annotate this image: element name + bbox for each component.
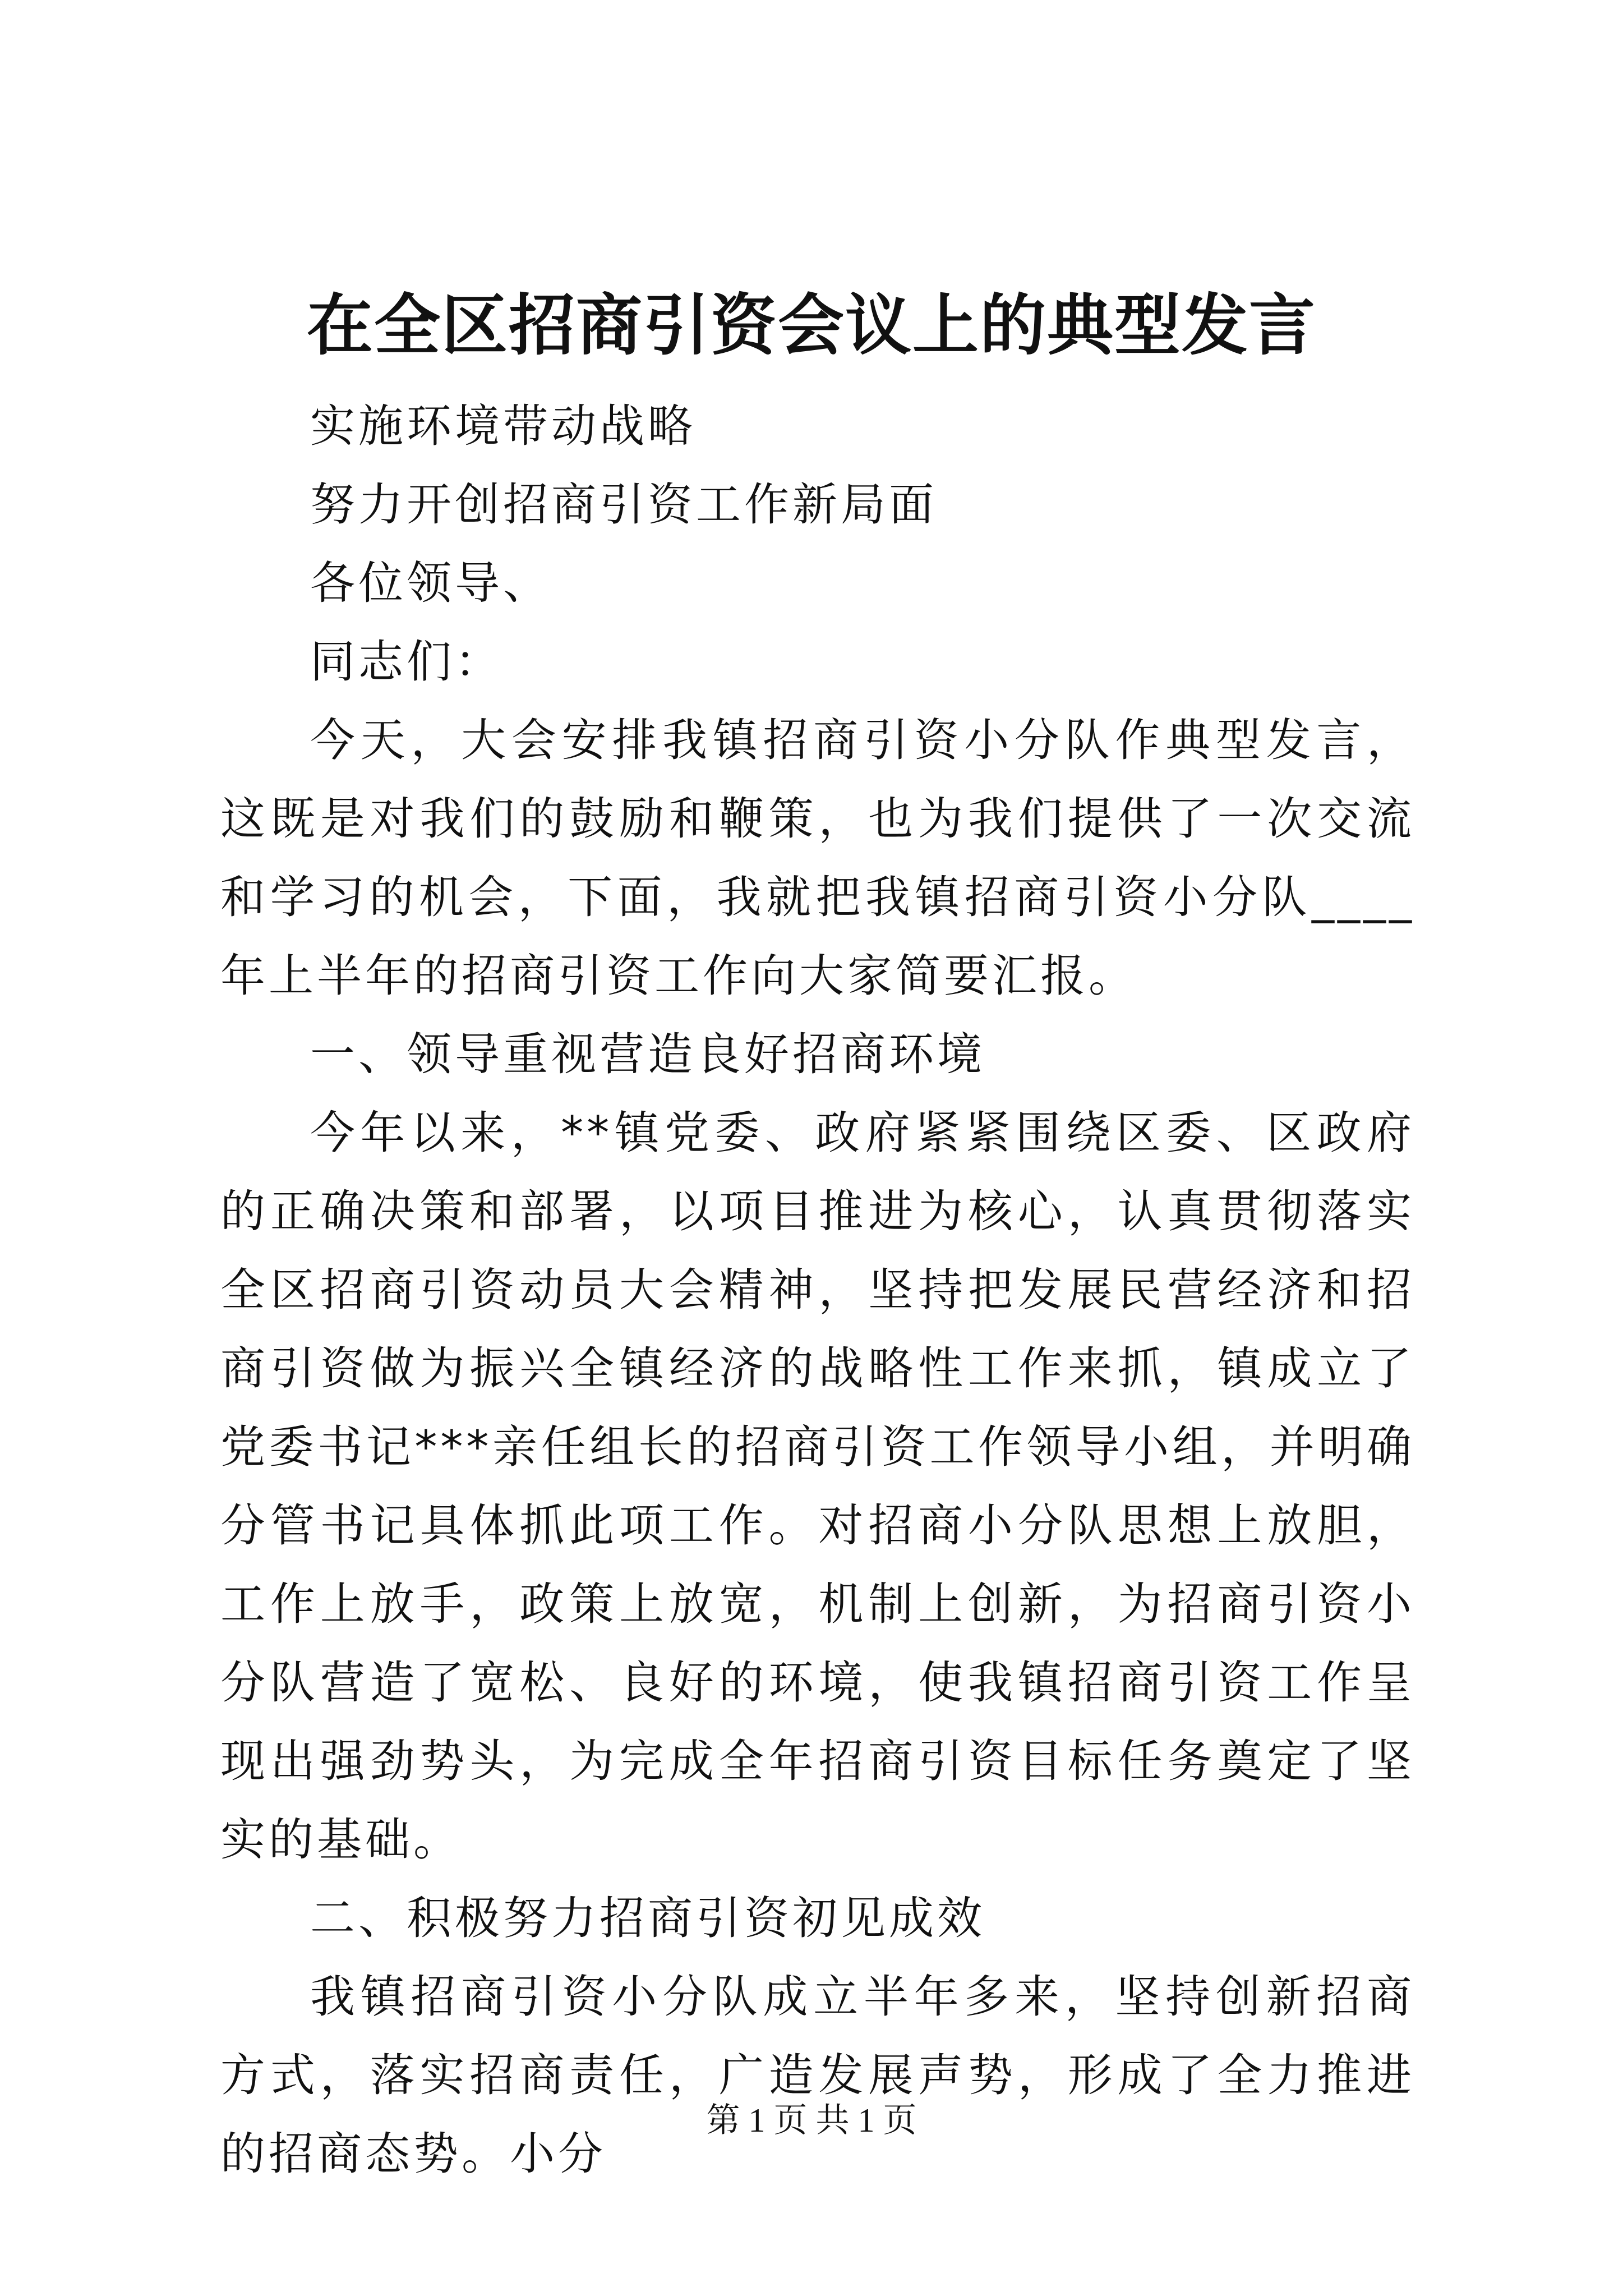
subtitle-line-1: 实施环境带动战略 bbox=[310, 400, 696, 452]
paragraph-intro: 今天，大会安排我镇招商引资小分队作典型发言，这既是对我们的鼓励和鞭策，也为我们提供了一次交流和学习的机会，下面，我就把我镇招商引资小分队____年上半年的招商引资工作向大家简要汇报。 bbox=[220, 714, 1415, 1002]
subtitle-line-2: 努力开创招商引资工作新局面 bbox=[310, 478, 937, 531]
document-title: 在全区招商引资会议上的典型发言 bbox=[306, 286, 1316, 364]
greeting-line-2: 同志们： bbox=[310, 636, 503, 688]
section-heading-2: 二、积极努力招商引资初见成效 bbox=[310, 1892, 985, 1944]
greeting-line-1: 各位领导、 bbox=[310, 557, 551, 609]
page-footer: 第 1 页 共 1 页 bbox=[706, 2102, 917, 2139]
section-heading-1: 一、领导重视营造良好招商环境 bbox=[310, 1028, 985, 1080]
paragraph-section-1: 今年以来，**镇党委、政府紧紧围绕区委、区政府的正确决策和部署，以项目推进为核心，认真贯彻落实全区招商引资动员大会精神，坚持把发展民营经济和招商引资做为振兴全镇经济的战略性工作来抓，镇成立了党委书记***亲任组长的招商引资工作领导小组，并明确分管书记具体抓此项工作。对招商小分队思想上放胆，工作上放手，政策上放宽，机制上创新，为招商引资小分队营造了宽松、良好的环境，使我镇招商引资工作呈现出强劲势头，为完成全年招商引资目标任务奠定了坚实的基础。 bbox=[220, 1107, 1415, 1866]
paragraph-section-2: 我镇招商引资小分队成立半年多来，坚持创新招商方式，落实招商责任，广造发展声势，形成了全力推进的招商态势。小分 bbox=[220, 1971, 1415, 2180]
document-body bbox=[220, 387, 1415, 2193]
